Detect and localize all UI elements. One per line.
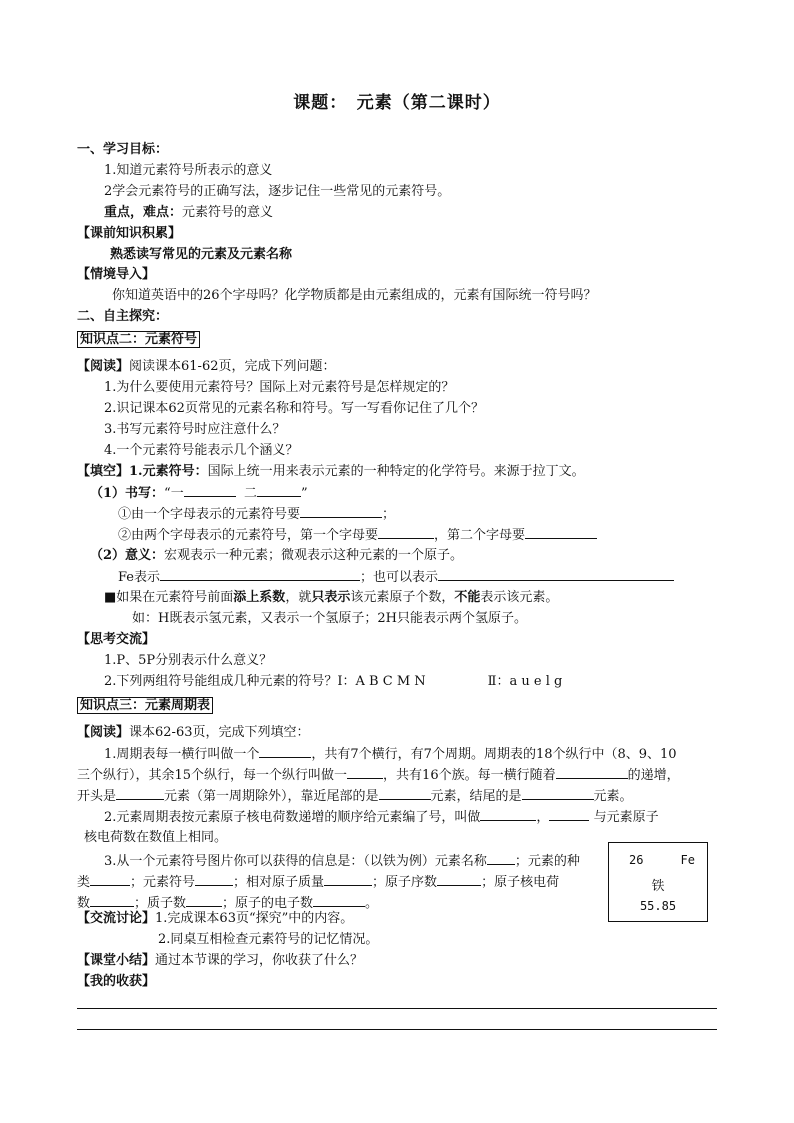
double-letter-line: ②由两个字母表示的元素符号，第一个字母要 ，第二个字母要 [118,526,597,544]
blank[interactable] [379,787,431,800]
element-name: 铁 [651,879,665,894]
pre-knowledge-heading: 【课前知识积累】 [77,226,182,241]
para-2-line-1: 2.元素周期表按元素原子核电荷数递增的顺序给元素编了号，叫做 ， 与元素原子 [104,810,659,825]
para-3-line-2: 类 ；元素符号 ；相对原子质量 ；原子序数 ；原子核电荷 [77,875,560,890]
fe-line: Fe表示 ；也可以表示 [118,568,674,586]
blank[interactable] [186,894,222,907]
discussion-line-2: 2.同桌互相检查元素符号的记忆情况。 [158,932,379,947]
blank[interactable] [487,852,515,865]
think-2: 2.下列两组符号能组成几种元素的符号？Ⅰ：A B C M N Ⅱ：a u e l g [104,674,563,689]
blank[interactable] [184,484,236,497]
meaning-line: （2）意义：宏观表示一种元素；微观表示这种元素的一个原子。 [90,548,464,563]
answer-line[interactable] [77,1029,717,1030]
element-symbol: Fe [680,853,695,867]
question-4: 4.一个元素符号能表示几个涵义？ [104,443,299,458]
single-letter-line: ①由一个字母表示的元素符号要 ； [118,507,396,522]
blank[interactable] [556,766,628,779]
blank[interactable] [522,787,594,800]
blank[interactable] [525,526,597,539]
blank[interactable] [347,766,383,779]
atomic-mass: 55.85 [639,899,677,913]
blank[interactable] [300,505,382,518]
gain-heading: 【我的收获】 [77,974,156,989]
summary-line: 【课堂小结】通过本节课的学习，你收获了什么？ [77,953,364,968]
discussion-line-1: 【交流讨论】1.完成课本63页“探究”中的内容。 [77,911,354,926]
meaning-label: （2）意义： [90,548,165,563]
note-line: ■如果在元素符号前面添上系数，就只表示该元素原子个数，不能表示该元素。 [104,590,559,605]
para-1-line-2: 三个纵行），其余15个纵行，每一个纵行叫做一 ，共有16个族。每一横行随着 的递增， [77,768,680,783]
blank[interactable] [313,894,365,907]
read-text: 阅读课本61-62页，完成下列问题： [129,359,336,374]
read-label: 【阅读】 [77,359,130,374]
focus-line [104,204,273,221]
read-line [77,358,336,375]
answer-line[interactable] [77,1008,717,1009]
intro-heading: 【情境导入】 [77,267,156,282]
blank[interactable] [195,873,233,886]
blank[interactable] [90,894,134,907]
write-line: （1）书写：“一 二 ” [90,486,308,501]
fill-bold: 1.元素符号： [129,464,208,479]
blank[interactable] [324,873,372,886]
blank[interactable] [549,808,589,821]
blank[interactable] [257,484,301,497]
para-3-line-1: 3.从一个元素符号图片你可以获得的信息是：（以铁为例）元素名称 ；元素的种 [104,854,580,869]
para-2-line-2: 核电荷数在数值上相同。 [84,830,228,845]
blank[interactable] [116,787,164,800]
blank[interactable] [90,873,130,886]
fill-text: 国际上统一用来表示元素的一种特定的化学符号。来源于拉丁文。 [207,464,585,479]
blank[interactable] [438,568,674,581]
section-heading-goals: 一、学习目标： [77,142,169,157]
knowledge-tag-table: 知识点三：元素周期表 [77,697,213,714]
knowledge-tag-symbols: 知识点二：元素符号 [77,331,200,348]
para-1-line-3: 开头是 元素（第一周期除外），靠近尾部的是 元素，结尾的是 元素。 [77,789,633,804]
intro-text: 你知道英语中的26个字母吗？化学物质都是由元素组成的，元素有国际统一符号吗？ [112,288,597,303]
blank[interactable] [259,745,311,758]
pre-knowledge-text: 熟悉读写常见的元素及元素名称 [110,247,293,262]
example-line: 如：H既表示氢元素，又表示一个氢原子；2H只能表示两个氢原子。 [132,611,527,626]
page-title: 课题： 元素（第二课时） [293,93,501,113]
focus-label: 重点，难点： [104,205,183,220]
para-3-line-3: 数 ；质子数 ；原子的电子数 。 [77,896,379,911]
fill-label: 【填空】 [77,464,130,479]
think-heading: 【思考交流】 [77,632,156,647]
iron-element-card [608,842,708,922]
question-2: 2.识记课本62页常见的元素名称和符号。写一写看你记住了几个？ [104,401,484,416]
blank[interactable] [378,526,434,539]
goal-1: 1.知道元素符号所表示的意义 [104,163,273,178]
blank[interactable] [480,808,536,821]
question-1: 1.为什么要使用元素符号？国际上对元素符号是怎样规定的？ [104,380,455,395]
blank[interactable] [160,568,360,581]
focus-text: 元素符号的意义 [182,205,274,220]
section-heading-explore: 二、自主探究： [77,309,169,324]
para-1-line-1: 1.周期表每一横行叫做一个 ，共有7个横行，有7个周期。周期表的18个纵行中（8、9、10 [104,747,677,762]
write-label: （1）书写： [90,486,165,501]
fill-line [77,463,585,480]
atomic-number: 26 [629,853,644,867]
read-line-2: 【阅读】课本62-63页，完成下列填空： [77,725,310,740]
goal-2: 2学会元素符号的正确写法，逐步记住一些常见的元素符号。 [104,184,451,199]
think-1: 1.P、5P分别表示什么意义？ [104,653,273,668]
question-3: 3.书写元素符号时应注意什么？ [104,422,286,437]
blank[interactable] [437,873,481,886]
